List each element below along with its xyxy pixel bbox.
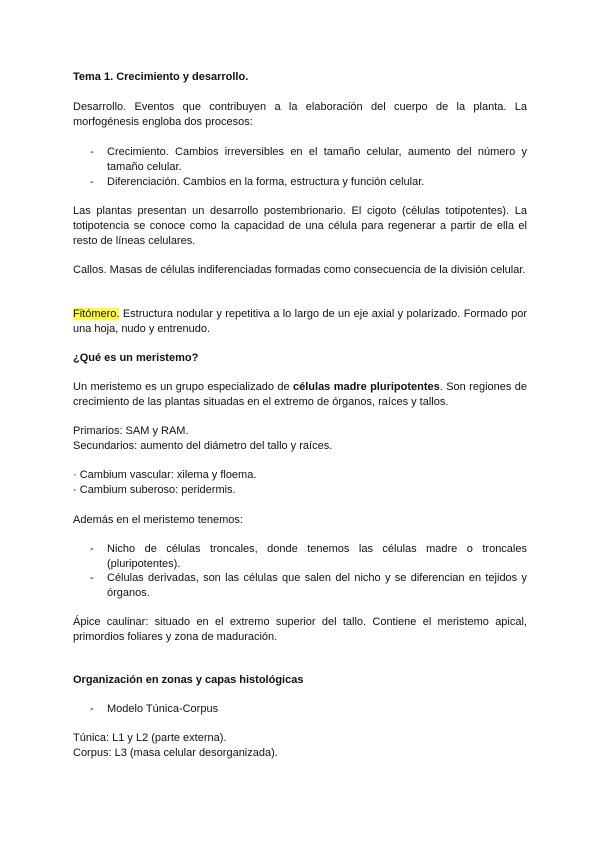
apice-paragraph: Ápice caulinar: situado en el extremo superior del tallo. Contiene el meristemo apical, primordios foliares y zona de maduración.	[73, 616, 527, 643]
meristemo-definition	[73, 380, 527, 410]
list-item-crecimiento: Crecimiento. Cambios irreversibles en el tamaño celular, aumento del número y tamaño celular.	[107, 146, 527, 173]
cambium-vascular-line: · Cambium vascular: xilema y floema.	[73, 469, 257, 481]
list-dash: -	[90, 543, 94, 555]
fitomero-paragraph	[73, 307, 527, 337]
plantas-paragraph: Las plantas presentan un desarrollo postembrionario. El cigoto (células totipotentes). La totipotencia se conoce como la capacidad de una célula para regenerar a partir de ella el resto de líneas celulares.	[73, 205, 527, 247]
list-item-diferenciacion: Diferenciación. Cambios en la forma, estructura y función celular.	[107, 176, 425, 188]
list-dash: -	[90, 146, 94, 158]
organizacion-heading: Organización en zonas y capas histológicas	[73, 674, 304, 686]
fitomero-highlight: Fitómero.	[73, 308, 120, 320]
list-dash: -	[90, 572, 94, 584]
cambium-suberoso-line: · Cambium suberoso: peridermis.	[73, 484, 236, 496]
meristemo-def-post: . Son regiones de crecimiento de las plantas situadas en el extremo de órganos, raíces y tallos.	[73, 381, 527, 408]
tunica-line: Túnica: L1 y L2 (parte externa).	[73, 732, 227, 744]
list-item-nicho: Nicho de células troncales, donde tenemos las células madre o troncales (pluripotentes).	[107, 543, 527, 570]
callos-paragraph: Callos. Masas de células indiferenciadas formadas como consecuencia de la división celular.	[73, 264, 526, 276]
primarios-line: Primarios: SAM y RAM.	[73, 425, 189, 437]
ademas-line: Además en el meristemo tenemos:	[73, 514, 243, 526]
meristemo-def-bold: células madre pluripotentes	[293, 381, 440, 393]
list-dash: -	[90, 703, 94, 715]
list-item-modelo: Modelo Túnica-Corpus	[107, 703, 219, 715]
list-item-derivadas: Células derivadas, son las células que salen del nicho y se diferencian en tejidos y órganos.	[107, 572, 527, 599]
list-dash: -	[90, 176, 94, 188]
fitomero-text: Estructura nodular y repetitiva a lo largo de un eje axial y polarizado. Formado por una hoja, nudo y entrenudo.	[73, 308, 527, 335]
page-title: Tema 1. Crecimiento y desarrollo.	[73, 71, 249, 83]
meristemo-heading: ¿Qué es un meristemo?	[73, 352, 199, 364]
desarrollo-paragraph: Desarrollo. Eventos que contribuyen a la elaboración del cuerpo de la planta. La morfogénesis engloba dos procesos:	[73, 101, 527, 128]
meristemo-def-pre: Un meristemo es un grupo especializado de	[73, 381, 293, 393]
corpus-line: Corpus: L3 (masa celular desorganizada).	[73, 747, 278, 759]
secundarios-line: Secundarios: aumento del diámetro del tallo y raíces.	[73, 440, 333, 452]
